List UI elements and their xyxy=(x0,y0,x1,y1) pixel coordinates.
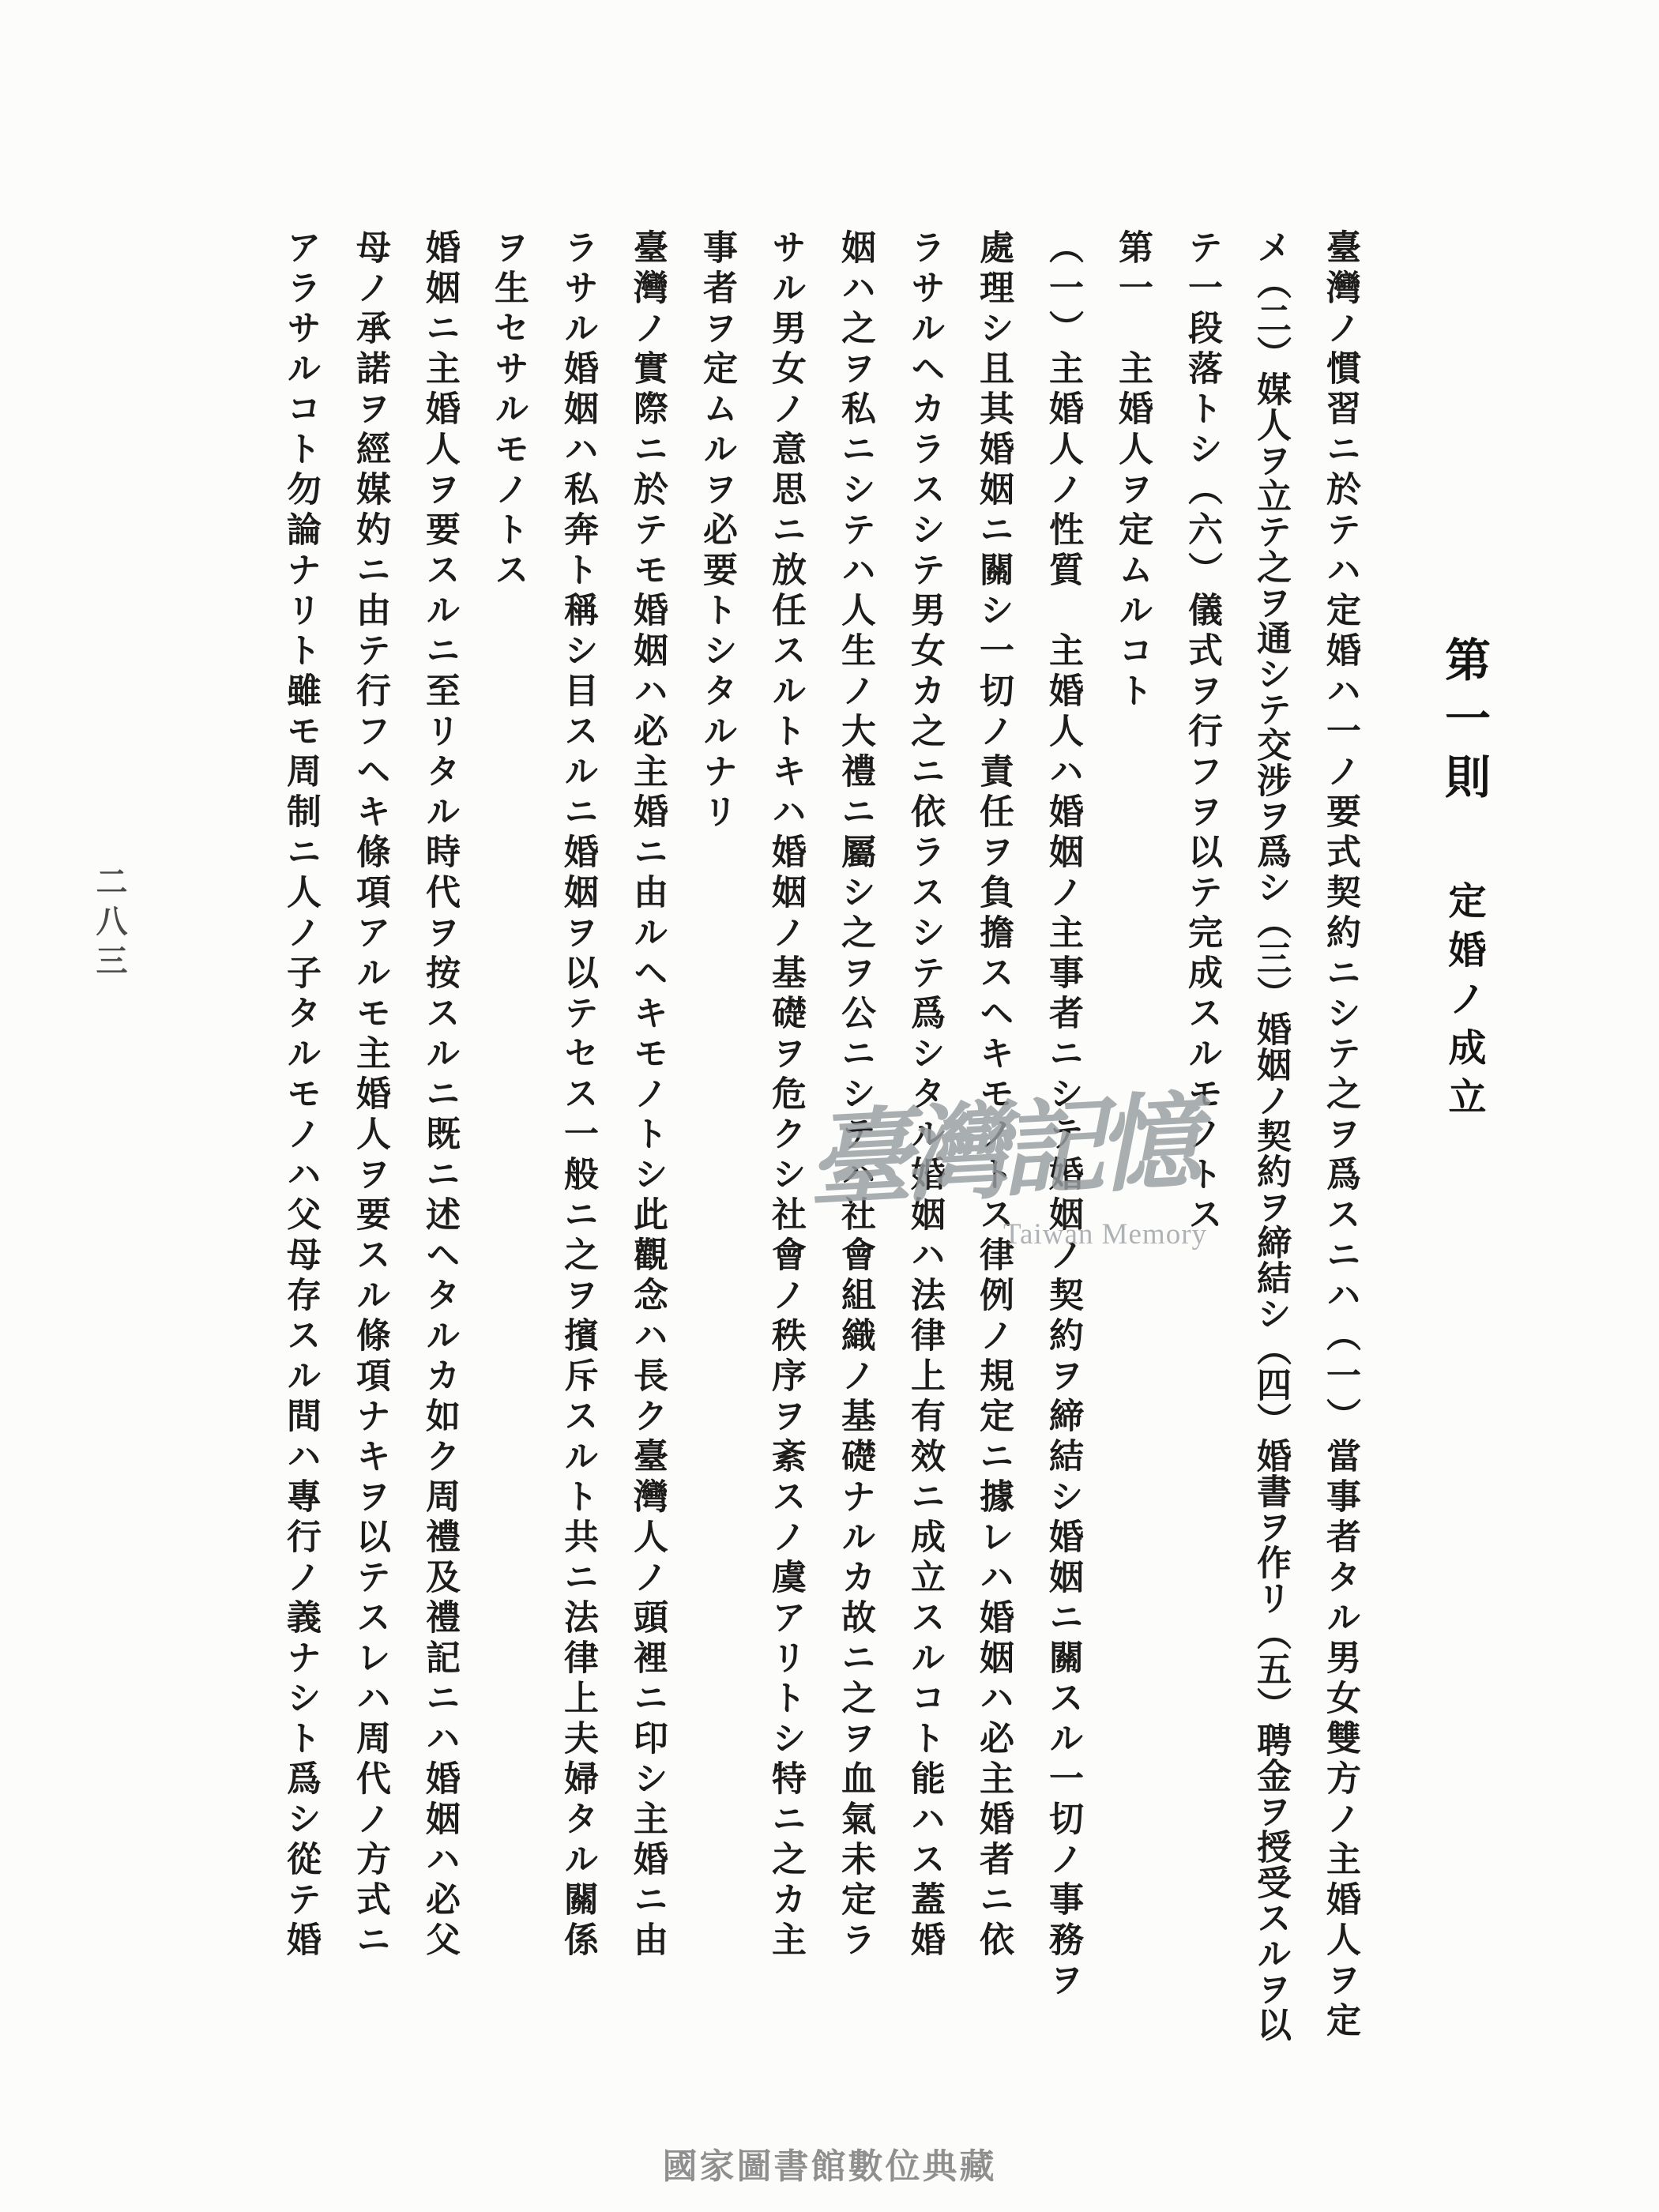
text-column-07: ラサルヘカラスシテ男女カ之ニ依ラスシテ爲シタル婚姻ハ法律上有效ニ成立スルコト能ハス蓋婚 xyxy=(905,229,945,1962)
text-column-10: 事者ヲ定ムルヲ必要トシタルナリ xyxy=(697,229,737,833)
footer-caption: 國家圖書館數位典藏 xyxy=(662,2146,997,2187)
text-column-16: アラサルコト勿論ナリト雖モ周制ニ人ノ子タルモノハ父母存スル間ハ專行ノ義ナシト爲シ從テ婚 xyxy=(280,229,321,1962)
text-column-12: ラサル婚姻ハ私奔ト稱シ目スルニ婚姻ヲ以テセス一般ニ之ヲ擯斥スルト共ニ法律上夫婦タル關係 xyxy=(558,229,598,1962)
text-column-02: メ︵二︶媒人ヲ立テ之ヲ通シテ交涉ヲ爲シ︵三︶婚姻ノ契約ヲ締結シ︵四︶婚書ヲ作リ︵五︶聘金ヲ授受スルヲ以 xyxy=(1251,229,1291,2042)
text-column-04: 第一 主婚人ヲ定ムルコト xyxy=(1112,229,1153,713)
watermark-cjk-logo: 臺灣記憶 xyxy=(804,1080,1196,1223)
text-column-14: 婚姻ニ主婚人ヲ要スルニ至リタル時代ヲ按スルニ既ニ述ヘタルカ如ク周禮及禮記ニハ婚姻ハ必父 xyxy=(419,229,460,1962)
text-column-06: 處理シ且其婚姻ニ關シ一切ノ責任ヲ負擔スヘキモノトス律例ノ規定ニ據レハ婚姻ハ必主婚者ニ依 xyxy=(973,229,1014,1962)
watermark-latin-text: Taiwan Memory xyxy=(1003,1218,1208,1251)
text-column-15: 母ノ承諾ヲ經媒妁ニ由テ行フヘキ條項アルモ主婚人ヲ要スル條項ナキヲ以テスレハ周代ノ方式ニ xyxy=(350,229,390,1962)
text-column-08: 姻ハ之ヲ私ニシテハ人生ノ大禮ニ屬シ之ヲ公ニシテハ社會組織ノ基礎ナルカ故ニ之ヲ血氣未定ラ xyxy=(835,229,875,1962)
text-column-13: ヲ生セサルモノトス xyxy=(488,229,529,592)
text-column-11: 臺灣ノ實際ニ於テモ婚姻ハ必主婚ニ由ルヘキモノトシ此觀念ハ長ク臺灣人ノ頭裡ニ印シ主婚ニ由 xyxy=(627,229,668,1962)
text-column-03: テ一段落トシ︵六︶儀式ヲ行フヲ以テ完成スルモノトス xyxy=(1182,229,1222,1236)
text-column-01: 臺灣ノ慣習ニ於テハ定婚ハ一ノ要式契約ニシテ之ヲ爲スニハ︵一︶當事者タル男女雙方ノ主婚人ヲ定 xyxy=(1320,229,1360,2042)
section-subtitle: 定婚ノ成立 xyxy=(1442,881,1486,1126)
page-number: 二八三 xyxy=(91,865,128,984)
text-column-09: サル男女ノ意思ニ放任スルトキハ婚姻ノ基礎ヲ危クシ社會ノ秩序ヲ紊スノ虞アリトシ特ニ之カ主 xyxy=(766,229,806,1962)
section-heading: 第一則 xyxy=(1437,636,1491,811)
text-column-05: ︵一︶主婚人ノ性質 主婚人ハ婚姻ノ主事者ニシテ婚姻ノ契約ヲ締結シ婚姻ニ關スル一切ノ事務ヲ xyxy=(1043,229,1083,2002)
